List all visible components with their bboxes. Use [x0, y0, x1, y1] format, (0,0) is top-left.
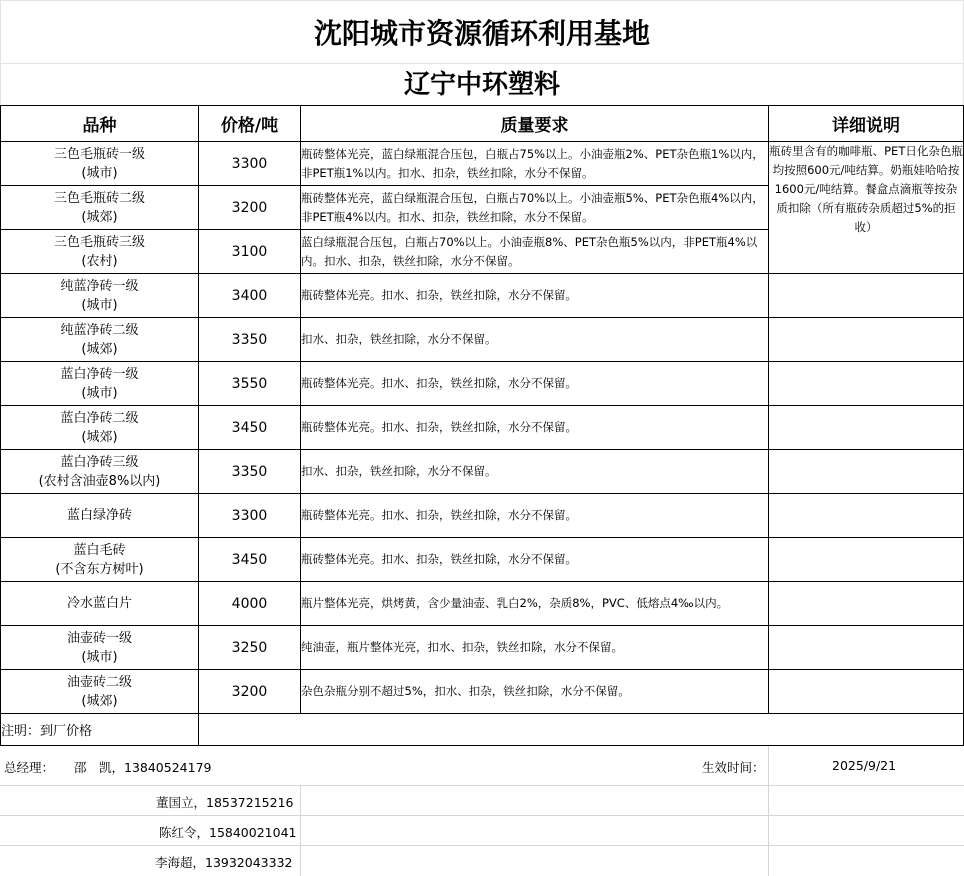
price-cell: 3100: [199, 230, 301, 274]
table-row: [1, 538, 964, 582]
quality-cell: 瓶片整体光亮，烘烤黄，含少量油壶、乳白2%，杂质8%，PVC、低熔点4‰以内。: [301, 582, 769, 626]
variety-sub: (城郊): [81, 693, 118, 709]
price-cell: 3200: [199, 186, 301, 230]
quality-cell: 扣水、扣杂，铁丝扣除，水分不保留。: [301, 450, 769, 494]
table-row: [1, 142, 964, 186]
variety-name: 纯蓝净砖一级: [60, 278, 139, 294]
quality-cell: 纯油壶，瓶片整体光亮，扣水、扣杂，铁丝扣除，水分不保留。: [301, 626, 769, 670]
quality-cell: 瓶砖整体光亮，蓝白绿瓶混合压包，白瓶占70%以上。小油壶瓶5%、PET杂色瓶4%以内，非PET瓶4%以内。扣水、扣杂，铁丝扣除，水分不保留。: [301, 186, 769, 230]
detail-empty-cell: [769, 626, 964, 670]
price-cell: 3350: [199, 450, 301, 494]
column-header-detail: 详细说明: [769, 106, 964, 142]
detail-empty-cell: [769, 274, 964, 318]
variety-cell: [1, 670, 199, 714]
variety-name: 蓝白净砖二级: [60, 410, 139, 426]
variety-sub: (城郊): [81, 209, 118, 225]
variety-name: 冷水蓝白片: [66, 596, 132, 611]
company-name: 辽宁中环塑料: [403, 70, 560, 100]
price-table: [0, 105, 964, 746]
note-empty-cell: [199, 714, 964, 746]
table-row: [1, 362, 964, 406]
quality-cell: 瓶砖整体光亮。扣水、扣杂，铁丝扣除，水分不保留。: [301, 494, 769, 538]
detail-empty-cell: [769, 582, 964, 626]
variety-cell: [1, 626, 199, 670]
quality-cell: 扣水、扣杂，铁丝扣除，水分不保留。: [301, 318, 769, 362]
gridline: [0, 815, 964, 816]
price-cell: 4000: [199, 582, 301, 626]
price-cell: 3550: [199, 362, 301, 406]
variety-sub: (城郊): [81, 341, 118, 357]
price-cell: 3200: [199, 670, 301, 714]
variety-name: 油壶砖一级: [66, 630, 132, 646]
table-row: [1, 494, 964, 538]
contact-3: 李海超，13932043332: [155, 855, 293, 870]
variety-sub: (不含东方树叶): [55, 561, 144, 577]
contact-1: 董国立，18537215216: [156, 795, 294, 810]
variety-sub: (农村): [81, 253, 118, 269]
table-row: [1, 670, 964, 714]
price-cell: 3400: [199, 274, 301, 318]
table-row: [1, 274, 964, 318]
variety-name: 纯蓝净砖二级: [60, 322, 139, 338]
note-row: [1, 714, 964, 746]
gridline: [768, 746, 769, 876]
column-header-variety: 品种: [1, 106, 199, 142]
quality-cell: 瓶砖整体光亮。扣水、扣杂，铁丝扣除，水分不保留。: [301, 538, 769, 582]
detail-empty-cell: [769, 670, 964, 714]
note-cell: 注明：到厂价格: [1, 714, 199, 746]
effective-date: 2025/9/21: [832, 758, 897, 773]
quality-cell: 瓶砖整体光亮，蓝白绿瓶混合压包，白瓶占75%以上。小油壶瓶2%、PET杂色瓶1%以内，非PET瓶1%以内。扣水、扣杂，铁丝扣除，水分不保留。: [301, 142, 769, 186]
detail-empty-cell: [769, 450, 964, 494]
effective-label: 生效时间：: [702, 760, 765, 775]
variety-sub: (农村含油壶8%以内): [38, 473, 161, 489]
detail-empty-cell: [769, 318, 964, 362]
variety-cell: [1, 186, 199, 230]
variety-cell: [1, 538, 199, 582]
column-header-price: 价格/吨: [199, 106, 301, 142]
detail-empty-cell: [769, 538, 964, 582]
price-cell: 3300: [199, 142, 301, 186]
quality-cell: 杂色杂瓶分别不超过5%，扣水、扣杂，铁丝扣除，水分不保留。: [301, 670, 769, 714]
price-cell: 3450: [199, 538, 301, 582]
quality-cell: 瓶砖整体光亮。扣水、扣杂，铁丝扣除，水分不保留。: [301, 406, 769, 450]
detail-empty-cell: [769, 406, 964, 450]
variety-name: 蓝白净砖一级: [60, 366, 139, 382]
variety-name: 蓝白毛砖: [73, 542, 126, 558]
detail-cell: 瓶砖里含有的咖啡瓶、PET日化杂色瓶均按照600元/吨结算。奶瓶娃哈哈按1600元/吨结算。餐盒点滴瓶等按杂质扣除（所有瓶砖杂质超过5%的拒收）: [769, 142, 964, 274]
variety-name: 蓝白绿净砖: [66, 508, 132, 523]
quality-cell: 瓶砖整体光亮。扣水、扣杂，铁丝扣除，水分不保留。: [301, 274, 769, 318]
variety-cell: [1, 450, 199, 494]
gridline: [0, 63, 964, 64]
variety-sub: (城市): [81, 385, 118, 401]
price-cell: 3300: [199, 494, 301, 538]
gridline: [0, 785, 964, 786]
variety-name: 三色毛瓶砖二级: [53, 190, 145, 206]
variety-name: 三色毛瓶砖三级: [53, 234, 145, 250]
detail-empty-cell: [769, 494, 964, 538]
quality-cell: 蓝白绿瓶混合压包，白瓶占70%以上。小油壶瓶8%、PET杂色瓶5%以内，非PET瓶4%以内。扣水、扣杂，铁丝扣除，水分不保留。: [301, 230, 769, 274]
table-header-row: [1, 106, 964, 142]
table-row: [1, 626, 964, 670]
variety-name: 蓝白净砖三级: [60, 454, 139, 470]
price-cell: 3450: [199, 406, 301, 450]
column-header-quality: 质量要求: [301, 106, 769, 142]
variety-name: 油壶砖二级: [66, 674, 132, 690]
variety-sub: (城市): [81, 165, 118, 181]
variety-cell: [1, 406, 199, 450]
variety-cell: [1, 318, 199, 362]
quality-cell: 瓶砖整体光亮。扣水、扣杂，铁丝扣除，水分不保留。: [301, 362, 769, 406]
price-cell: 3250: [199, 626, 301, 670]
variety-sub: (城市): [81, 297, 118, 313]
gridline: [0, 845, 964, 846]
manager-label: 总经理：: [4, 760, 55, 775]
variety-sub: (城郊): [81, 429, 118, 445]
detail-empty-cell: [769, 362, 964, 406]
contact-2: 陈红令，15840021041: [159, 825, 297, 840]
table-row: [1, 582, 964, 626]
variety-cell: [1, 494, 199, 538]
manager-contact: 邵 凯，13840524179: [74, 760, 212, 775]
variety-cell: [1, 582, 199, 626]
variety-name: 三色毛瓶砖一级: [53, 146, 145, 162]
table-row: [1, 318, 964, 362]
variety-cell: [1, 274, 199, 318]
variety-cell: [1, 142, 199, 186]
table-row: [1, 406, 964, 450]
variety-cell: [1, 230, 199, 274]
page-title: 沈阳城市资源循环利用基地: [313, 17, 650, 50]
gridline: [300, 785, 301, 876]
variety-sub: (城市): [81, 649, 118, 665]
table-row: [1, 450, 964, 494]
variety-cell: [1, 362, 199, 406]
price-cell: 3350: [199, 318, 301, 362]
gridline: [0, 0, 964, 1]
